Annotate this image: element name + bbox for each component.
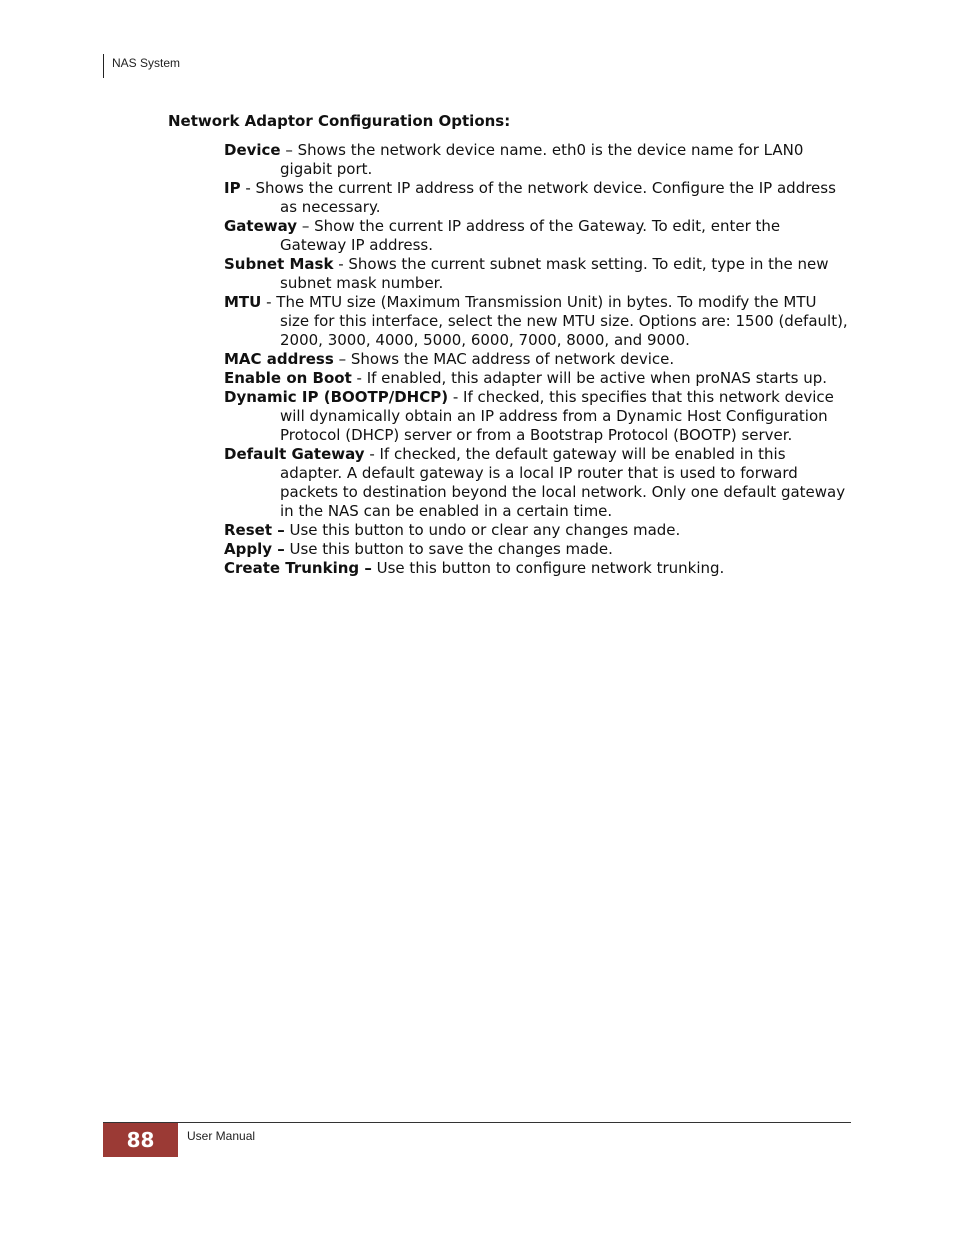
definition-description: - Shows the current IP address of the network device. Configure the IP address as necessary. [240,179,836,216]
definition-description: - If checked, the default gateway will be enabled in this adapter. A default gateway is a local IP router that is used to forward packets to destination beyond the local network. Only one default gateway in the NAS can be enabled in a certain time. [280,445,846,520]
definition-item [224,217,848,255]
definition-item [224,559,848,578]
definition-item [224,521,848,540]
definition-item [224,369,848,388]
definition-term: Default Gateway [224,445,365,463]
definition-description: Use this button to save the changes made. [284,540,613,558]
section-heading: Network Adaptor Configuration Options: [168,112,511,130]
definition-description: Use this button to configure network trunking. [371,559,725,577]
definition-description: – Shows the network device name. eth0 is the device name for LAN0 gigabit port. [280,141,804,178]
definition-term: IP [224,179,241,197]
definition-term: MAC address [224,350,334,368]
definition-description: - The MTU size (Maximum Transmission Unit) in bytes. To modify the MTU size for this interface, select the new MTU size. Options are: 1500 (default), 2000, 3000, 4000, 5000, 6000, 7000, 8000, and 9000. [261,293,848,349]
definition-description: - Shows the current subnet mask setting. To edit, type in the new subnet mask number. [280,255,829,292]
definition-description: - If enabled, this adapter will be active when proNAS starts up. [351,369,828,387]
header-divider [103,54,104,78]
definition-term: Apply – [224,540,285,558]
definition-item [224,255,848,293]
definition-term: Subnet Mask [224,255,334,273]
definition-term: Create Trunking – [224,559,372,577]
definition-term: Reset – [224,521,285,539]
footer-divider [103,1122,851,1123]
definition-item [224,141,848,179]
definition-item [224,293,848,350]
definition-description: - If checked, this specifies that this network device will dynamically obtain an IP address from a Dynamic Host Configuration Protocol (DHCP) server or from a Bootstrap Protocol (BOOTP) server. [280,388,834,444]
definition-item [224,540,848,559]
definition-description: – Shows the MAC address of network device. [333,350,675,368]
running-header: NAS System [112,56,181,70]
page-number: 88 [103,1123,178,1157]
definition-description: Use this button to undo or clear any changes made. [284,521,681,539]
definition-description: – Show the current IP address of the Gateway. To edit, enter the Gateway IP address. [280,217,781,254]
definition-item [224,350,848,369]
definition-term: Gateway [224,217,298,235]
definition-list [224,141,848,578]
definition-term: Enable on Boot [224,369,352,387]
definition-item [224,445,848,521]
definition-term: MTU [224,293,262,311]
definition-term: Dynamic IP (BOOTP/DHCP) [224,388,449,406]
definition-item [224,388,848,445]
definition-item [224,179,848,217]
running-footer: User Manual [187,1129,256,1143]
definition-term: Device [224,141,281,159]
